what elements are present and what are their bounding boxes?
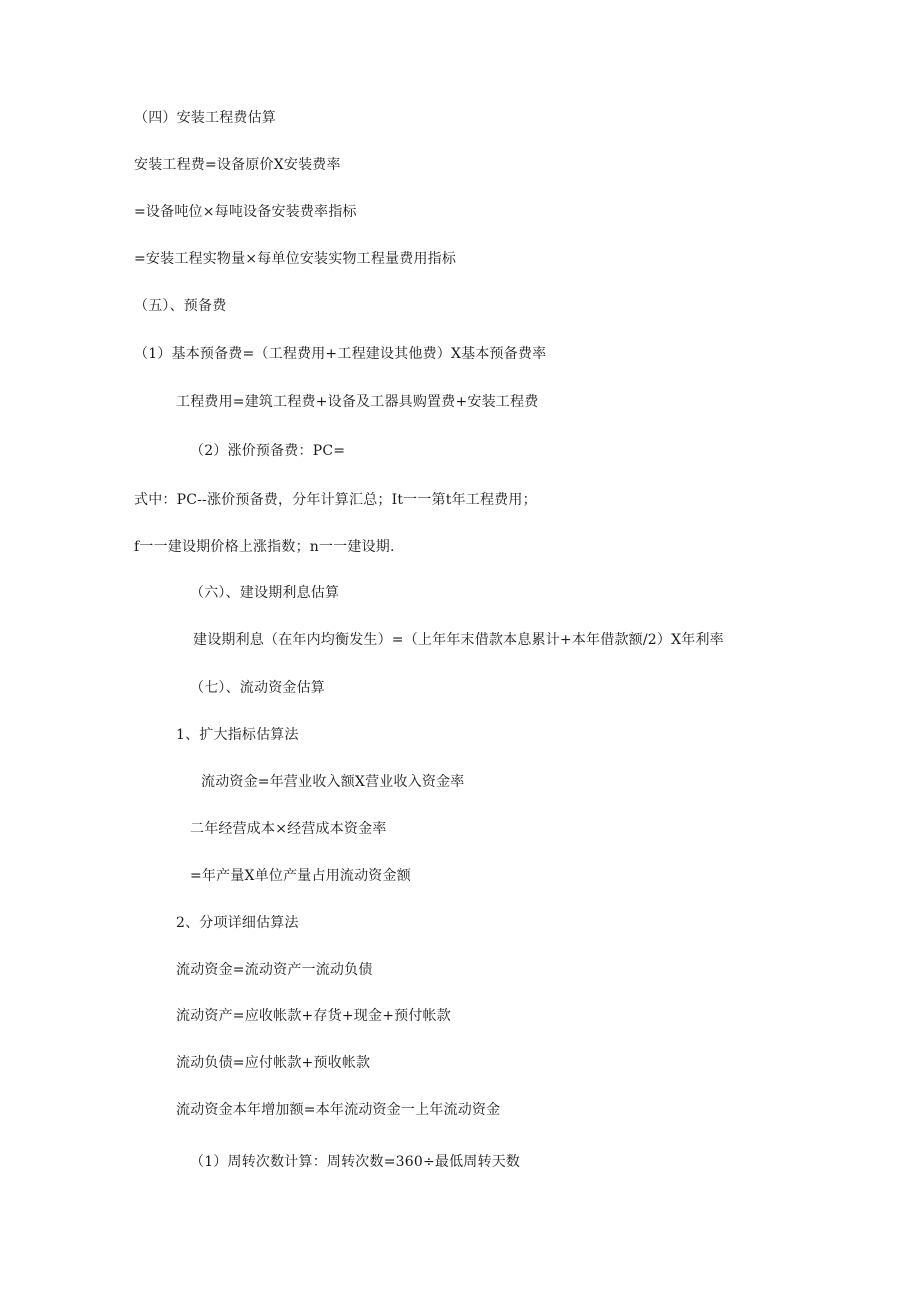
formula-working-capital: 流动资金=流动资产一流动负债 (176, 962, 373, 978)
formula-equipment-tonnage: =设备吨位×每吨设备安装费率指标 (134, 204, 357, 220)
section-heading-contingency: （五）、预备费 (134, 298, 227, 314)
formula-annual-increase: 流动资金本年增加额=本年流动资金一上年流动资金 (176, 1102, 501, 1118)
formula-price-contingency: （2）涨价预备费：PC= (190, 443, 346, 459)
formula-installation-cost: 安装工程费=设备原价X安装费率 (134, 157, 341, 173)
section-heading-working-capital: （七）、流动资金估算 (190, 680, 325, 696)
formula-legend-pc: 式中：PC--涨价预备费，分年计算汇总；It一一第t年工程费用； (134, 492, 537, 508)
subheading-expanded-index: 1、扩大指标估算法 (176, 727, 299, 743)
formula-working-capital-revenue: 流动资金=年营业收入额X营业收入资金率 (201, 774, 465, 790)
formula-engineering-cost: 工程费用=建筑工程费+设备及工器具购置费+安装工程费 (176, 394, 539, 410)
formula-construction-interest: 建设期利息（在年内均衡发生）=（上年年末借款本息累计+本年借款额/2）X年利率 (193, 632, 724, 648)
section-heading-installation: （四）安装工程费估算 (134, 110, 276, 126)
formula-current-assets: 流动资产=应收帐款+存货+现金+预付帐款 (176, 1008, 451, 1024)
section-heading-interest: （六）、建设期利息估算 (190, 585, 340, 601)
formula-physical-quantity: =安装工程实物量×每单位安装实物工程量费用指标 (134, 251, 457, 267)
formula-legend-f: f一一建设期价格上涨指数；n一一建设期. (134, 539, 395, 555)
formula-current-liabilities: 流动负债=应付帐款+预收帐款 (176, 1055, 371, 1071)
subheading-itemized-method: 2、分项详细估算法 (176, 915, 299, 931)
formula-turnover-count: （1）周转次数计算：周转次数=360÷最低周转天数 (190, 1154, 521, 1170)
formula-basic-contingency: （1）基本预备费=（工程费用+工程建设其他费）X基本预备费率 (134, 346, 547, 362)
formula-annual-output: =年产量X单位产量占用流动资金额 (190, 868, 411, 884)
formula-operating-cost: 二年经营成本×经营成本资金率 (190, 821, 387, 837)
